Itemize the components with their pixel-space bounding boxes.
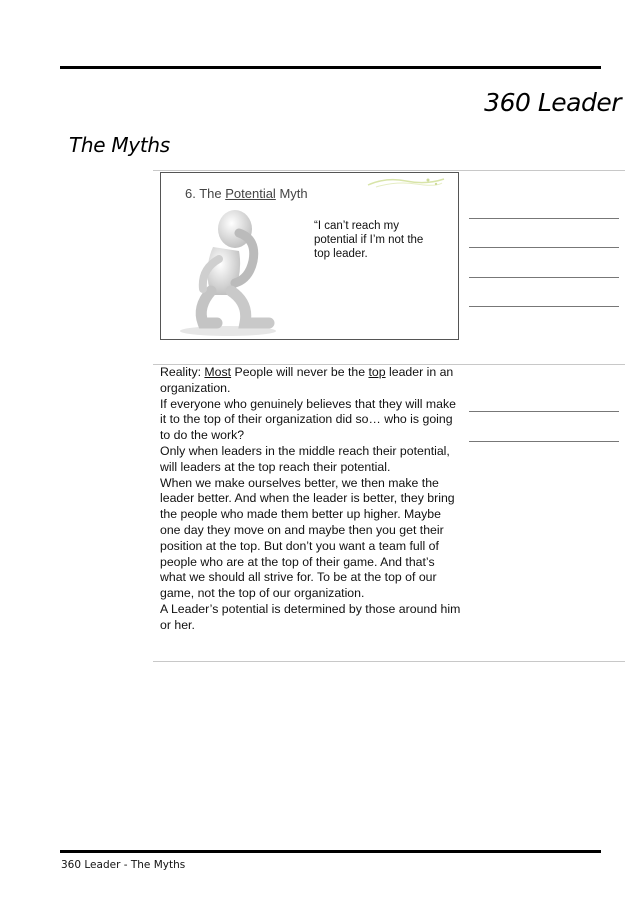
note-line xyxy=(469,277,619,278)
notes-body xyxy=(160,365,462,634)
body-paragraph: When we make ourselves better, we then make the leader better. And when the leader is better, they bring the people who made them better up higher. Maybe one day they move on and maybe then you get their position at the top. But don’t you want a team full of people who are at the top of their game. And that’s what we should all strive for. To be at the top of our game, not the top of our organization. xyxy=(160,475,455,601)
document-title: 360 Leader xyxy=(484,88,621,117)
sparkle-decoration-icon xyxy=(366,175,446,189)
slide-thumbnail xyxy=(160,172,459,340)
footer-text: 360 Leader - The Myths xyxy=(61,859,186,871)
body-paragraph: Reality: Most People will never be the top leader in an organization. xyxy=(160,365,454,395)
body-paragraph: A Leader’s potential is determined by those around him or her. xyxy=(160,601,461,632)
thinking-figure-icon xyxy=(173,199,283,339)
footer-rule xyxy=(60,850,601,853)
note-line xyxy=(469,411,619,412)
note-line xyxy=(469,306,619,307)
note-line xyxy=(469,441,619,442)
section-title: The Myths xyxy=(69,133,170,157)
header-rule xyxy=(60,66,601,69)
divider-bottom xyxy=(153,661,625,662)
slide-title: 6. The Potential Myth xyxy=(185,186,308,201)
slide-quote: “I can’t reach my potential if I’m not the top leader. xyxy=(314,220,424,260)
divider-top xyxy=(153,170,625,171)
body-paragraph: Only when leaders in the middle reach their potential, will leaders at the top reach their potential. xyxy=(160,443,450,474)
note-line xyxy=(469,218,619,219)
note-line xyxy=(469,247,619,248)
body-paragraph: If everyone who genuinely believes that they will make it to the top of their organization did so… who is going to do the work? xyxy=(160,396,456,443)
